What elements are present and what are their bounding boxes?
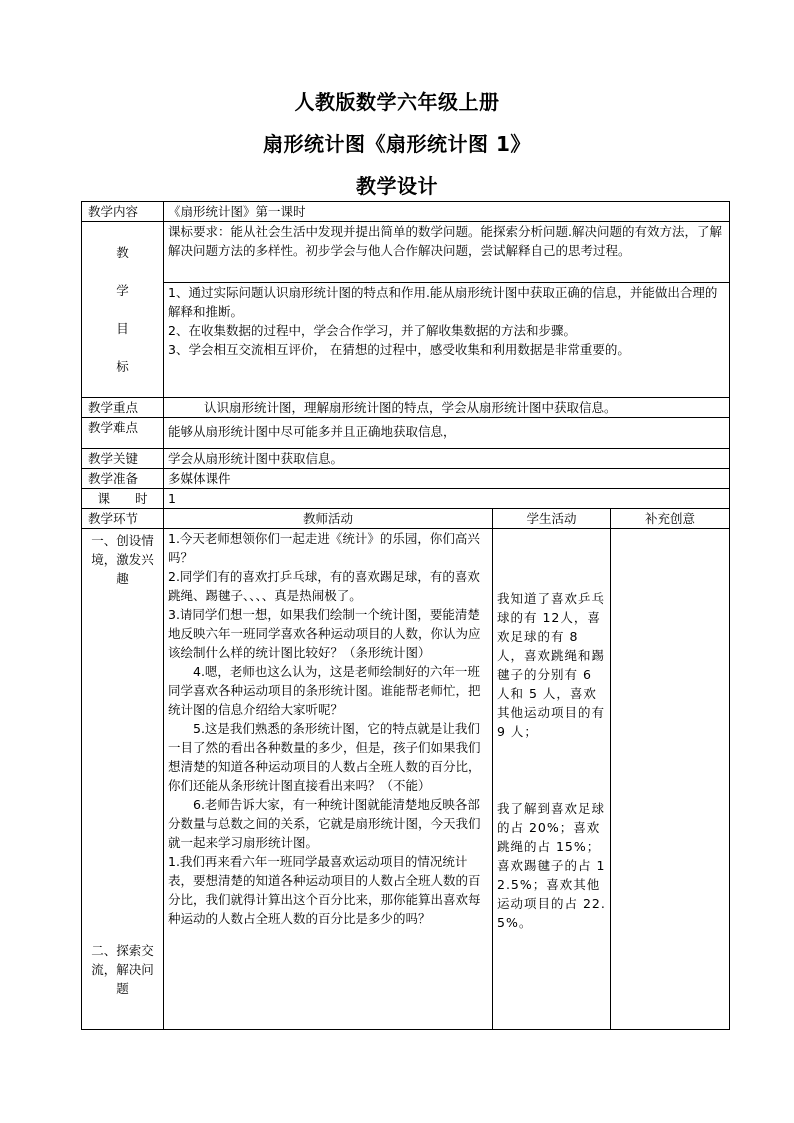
teacher-step: 2.同学们有的喜欢打乒乓球，有的喜欢踢足球，有的喜欢跳绳、踢毽子、、、、真是热闹极了。 [168,569,480,603]
value-difficulty: 能够从扇形统计图中尽可能多并且正确地获取信息， [164,418,730,449]
label-crux: 教学关键 [82,449,164,469]
row-prep [82,469,730,489]
student-response-1: 我知道了喜欢乒乓球的有 12人，喜欢足球的有 8 人，喜欢跳绳和踢毽子的分别有 6 人和 5 人，喜欢其他运动项目的有 9 人； [497,591,606,739]
row-hours [82,489,730,509]
row-crux [82,449,730,469]
label-content: 教学内容 [82,202,164,222]
student-response-2: 我了解到喜欢足球的占 20%；喜欢跳绳的占 15%；喜欢踢毽子的占 12.5%；喜欢其他运动项目的占 22.5%。 [497,801,606,930]
value-content: 《扇形统计图》第一课时 [164,202,730,222]
lesson-plan-table [81,201,730,1030]
goals-char-4: 标 [116,358,129,374]
stage-1: 一、创设情境，激发兴趣 [91,533,154,586]
document-subtitle: 扇形统计图《扇形统计图 1》 [263,132,531,156]
document-heading: 教学设计 [356,174,438,198]
teacher-step: 1.今天老师想领你们一起走进《统计》的乐园，你们高兴吗？ [168,531,480,565]
label-difficulty: 教学难点 [82,418,164,449]
goal-item: 1、通过实际问题认识扇形统计图的特点和作用.能从扇形统计图中获取正确的信息，并能做出合理的解释和推断。 [168,285,718,319]
goals-items [164,283,730,398]
student-activity [493,529,611,1030]
row-goals-standard [82,222,730,283]
document-title: 人教版数学六年级上册 [294,90,500,114]
teacher-activity [164,529,493,1030]
header-teacher: 教师活动 [164,509,493,529]
teacher-step: 1.我们再来看六年一班同学最喜欢运动项目的情况统计表，要想清楚的知道各种运动项目的人数占全班人数的百分比，我们就得计算出这个百分比来，那你能算出喜欢每种运动的人数占全班人数的百分比是多少的吗？ [168,854,481,926]
label-hours: 课 时 [82,489,164,509]
value-prep: 多媒体课件 [164,469,730,489]
goal-item: 2、在收集数据的过程中，学会合作学习，并了解收集数据的方法和步骤。 [168,323,576,338]
value-hours: 1 [164,489,730,509]
teacher-step: 6.老师告诉大家，有一种统计图就能清楚地反映各部分数量与总数之间的关系，它就是扇形统计图，今天我们就一起来学习扇形统计图。 [168,797,481,850]
row-key [82,398,730,418]
stage-column [82,529,164,1030]
goal-item: 3、学会相互交流相互评价， 在猜想的过程中，感受收集和利用数据是非常重要的。 [168,342,630,357]
row-process-body [82,529,730,1030]
value-standard: 课标要求：能从社会生活中发现并提出简单的数学问题。能探索分析问题.解决问题的有效方法，了解解决问题方法的多样性。初步学会与他人合作解决问题，尝试解释自己的思考过程。 [164,222,730,283]
row-content [82,202,730,222]
value-key: 认识扇形统计图，理解扇形统计图的特点，学会从扇形统计图中获取信息。 [164,398,730,418]
label-goals [82,222,164,398]
header-student: 学生活动 [493,509,611,529]
label-prep: 教学准备 [82,469,164,489]
teacher-step: 4.嗯，老师也这么认为，这是老师绘制好的六年一班同学喜欢各种运动项目的条形统计图。谁能帮老师忙，把统计图的信息介绍给大家听呢？ [168,664,481,717]
label-key: 教学重点 [82,398,164,418]
teacher-step: 5.这是我们熟悉的条形统计图，它的特点就是让我们一目了然的看出各种数量的多少，但是，孩子们如果我们想清楚的知道各种运动项目的人数占全班人数的百分比，你们还能从条形统计图直接看出来吗？（不能） [168,721,481,793]
goals-char-2: 学 [116,282,129,298]
value-crux: 学会从扇形统计图中获取信息。 [164,449,730,469]
header-extra: 补充创意 [611,509,730,529]
row-difficulty [82,418,730,449]
stage-2: 二、探索交流，解决问题 [91,943,154,996]
row-goals-items [82,283,730,398]
goals-char-1: 教 [116,244,129,260]
extra-ideas [611,529,730,1030]
goals-char-3: 目 [116,320,129,336]
teacher-step: 3.请同学们想一想，如果我们绘制一个统计图，要能清楚地反映六年一班同学喜欢各种运动项目的人数，你认为应该绘制什么样的统计图比较好？（条形统计图） [168,607,481,660]
row-process-header [82,509,730,529]
header-stage: 教学环节 [82,509,164,529]
